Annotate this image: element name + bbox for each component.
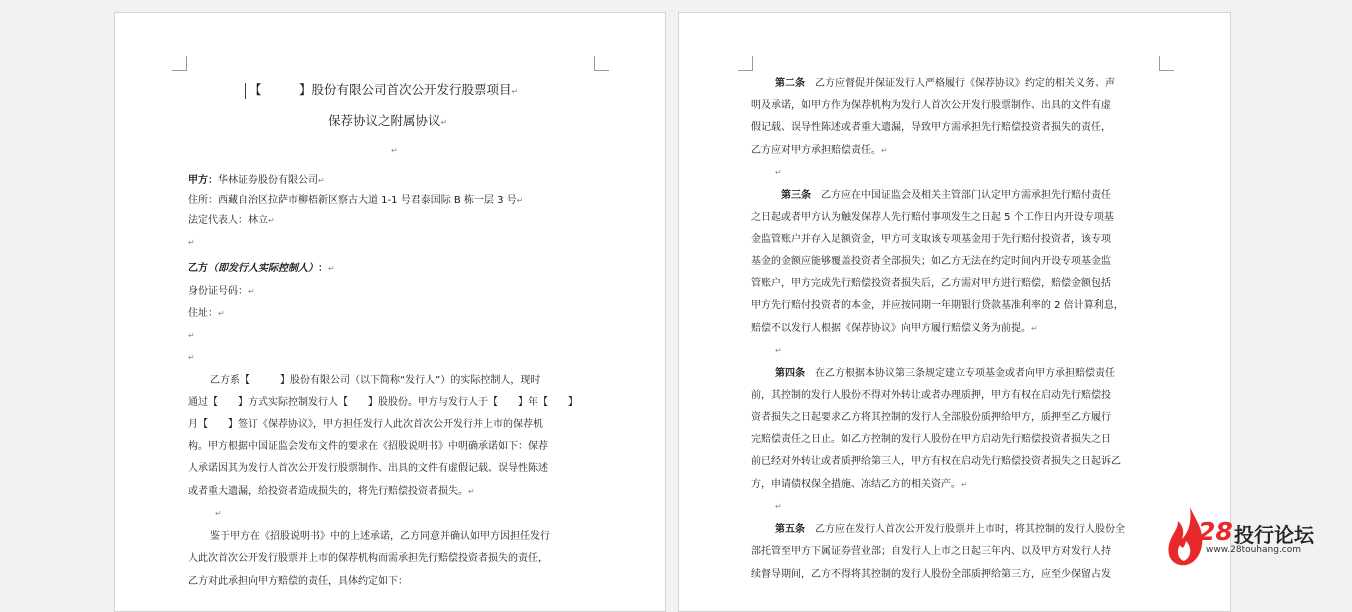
paragraph-mark: ↵ bbox=[391, 146, 398, 155]
body-line[interactable]: 乙方应对甲方承担赔偿责任。↵ bbox=[751, 145, 888, 156]
article-2-line[interactable]: 第二条 乙方应督促并保证发行人严格履行《保荐协议》约定的相关义务、声 bbox=[775, 78, 1115, 89]
margin-corner-mark bbox=[172, 56, 187, 71]
body-line[interactable]: 乙方系【 】股份有限公司（以下简称“发行人”）的实际控制人，现时 bbox=[210, 375, 541, 386]
party-a-address[interactable]: 住所：西藏自治区拉萨市柳梧新区察古大道 1-1 号君泰国际 B 栋一层 3 号↵ bbox=[188, 195, 524, 206]
party-b-address[interactable]: 住址：↵ bbox=[188, 308, 225, 319]
body-line[interactable]: 通过【 】方式实际控制发行人【 】股股份。甲方与发行人于【 】年【 】 bbox=[188, 397, 578, 408]
body-line[interactable]: 管账户，甲方完成先行赔偿投资者损失后，乙方需对甲方进行赔偿，赔偿金额包括 bbox=[751, 278, 1111, 289]
body-line[interactable]: 人此次首次公开发行股票并上市的保荐机构而需承担先行赔偿投资者损失的责任， bbox=[188, 553, 548, 564]
body-line[interactable]: 资者损失之日起要求乙方将其控制的发行人全部股份质押给甲方，质押至乙方履行 bbox=[751, 412, 1111, 423]
party-b-line[interactable]: 乙方（即发行人实际控制人）：↵ bbox=[188, 263, 335, 274]
logo-number: 28 bbox=[1198, 517, 1233, 546]
margin-corner-mark bbox=[594, 56, 609, 71]
body-line[interactable]: 前已经对外转让或者质押给第三人，甲方有权在启动先行赔偿投资者损失之日起诉乙 bbox=[751, 456, 1121, 467]
document-title-line1[interactable]: 【 】股份有限公司首次公开发行股票项目↵ bbox=[249, 82, 519, 97]
document-page-right bbox=[678, 12, 1231, 612]
margin-corner-mark bbox=[1159, 56, 1174, 71]
body-line[interactable]: 月【 】签订《保荐协议》，甲方担任发行人此次首次公开发行并上市的保荐机 bbox=[188, 419, 543, 430]
document-page-left bbox=[114, 12, 666, 612]
body-line[interactable]: 方，申请债权保全措施、冻结乙方的相关资产。↵ bbox=[751, 479, 968, 490]
logo-name: 投行论坛 bbox=[1234, 523, 1314, 547]
id-number-line[interactable]: 身份证号码：↵ bbox=[188, 286, 255, 297]
body-line[interactable]: 假记载、误导性陈述或者重大遗漏，导致甲方需承担先行赔偿投资者损失的责任， bbox=[751, 122, 1111, 133]
paragraph-mark: ↵ bbox=[775, 346, 782, 355]
body-line[interactable]: 基金的金额应能够覆盖投资者全部损失；如乙方无法在约定时间内开设专项基金监 bbox=[751, 256, 1111, 267]
body-line[interactable]: 续督导期间，乙方不得将其控制的发行人股份全部质押给第三方，应至少保留占发 bbox=[751, 569, 1111, 580]
paragraph-mark: ↵ bbox=[188, 353, 195, 362]
body-line[interactable]: 甲方先行赔付投资者的本金，并应按同期一年期银行贷款基准利率的 2 倍计算利息， bbox=[751, 300, 1124, 311]
body-line[interactable]: 赔偿不以发行人根据《保荐协议》向甲方履行赔偿义务为前提。↵ bbox=[751, 323, 1038, 334]
body-line[interactable]: 完赔偿责任之日止。如乙方控制的发行人股份在甲方启动先行赔偿投资者损失之日 bbox=[751, 434, 1111, 445]
body-line[interactable]: 部托管至甲方下属证券营业部；自发行人上市之日起三年内、以及甲方对发行人持 bbox=[751, 546, 1111, 557]
paragraph-mark: ↵ bbox=[188, 331, 195, 340]
document-title-line2[interactable]: 保荐协议之附属协议↵ bbox=[328, 113, 448, 128]
legal-representative[interactable]: 法定代表人：林立↵ bbox=[188, 215, 275, 226]
party-a-line[interactable]: 甲方：华林证券股份有限公司↵ bbox=[188, 175, 325, 186]
body-line[interactable]: 之日起或者甲方认为触发保荐人先行赔付事项发生之日起 5 个工作日内开设专项基 bbox=[751, 212, 1114, 223]
text-cursor bbox=[245, 83, 246, 99]
paragraph-mark: ↵ bbox=[188, 238, 195, 247]
paragraph-mark: ↵ bbox=[215, 509, 222, 518]
article-4-line[interactable]: 第四条 在乙方根据本协议第三条规定建立专项基金或者向甲方承担赔偿责任 bbox=[775, 368, 1115, 379]
article-5-line[interactable]: 第五条 乙方应在发行人首次公开发行股票并上市时，将其控制的发行人股份全 bbox=[775, 524, 1125, 535]
body-line[interactable]: 前，其控制的发行人股份不得对外转让或者办理质押，甲方有权在启动先行赔偿投 bbox=[751, 390, 1111, 401]
body-line[interactable]: 构。甲方根据中国证监会发布文件的要求在《招股说明书》中明确承诺如下：保荐 bbox=[188, 441, 548, 452]
body-line[interactable]: 人承诺因其为发行人首次公开发行股票制作、出具的文件有虚假记载、误导性陈述 bbox=[188, 463, 548, 474]
article-3-line[interactable]: 第三条 乙方应在中国证监会及相关主管部门认定甲方需承担先行赔付责任 bbox=[781, 190, 1111, 201]
body-line[interactable]: 金监管账户并存入足额资金，甲方可支取该专项基金用于先行赔付投资者，该专项 bbox=[751, 234, 1111, 245]
body-line[interactable]: 鉴于甲方在《招股说明书》中的上述承诺，乙方同意并确认如甲方因担任发行 bbox=[210, 531, 550, 542]
paragraph-mark: ↵ bbox=[775, 168, 782, 177]
body-line[interactable]: 明及承诺，如甲方作为保荐机构为发行人首次公开发行股票制作、出具的文件有虚 bbox=[751, 100, 1111, 111]
margin-corner-mark bbox=[738, 56, 753, 71]
site-logo bbox=[1166, 505, 1352, 582]
logo-url: www.28touhang.com bbox=[1206, 545, 1302, 555]
paragraph-mark: ↵ bbox=[775, 502, 782, 511]
body-line[interactable]: 乙方对此承担向甲方赔偿的责任，具体约定如下： bbox=[188, 576, 408, 587]
body-line[interactable]: 或者重大遗漏，给投资者造成损失的，将先行赔偿投资者损失。↵ bbox=[188, 486, 475, 497]
